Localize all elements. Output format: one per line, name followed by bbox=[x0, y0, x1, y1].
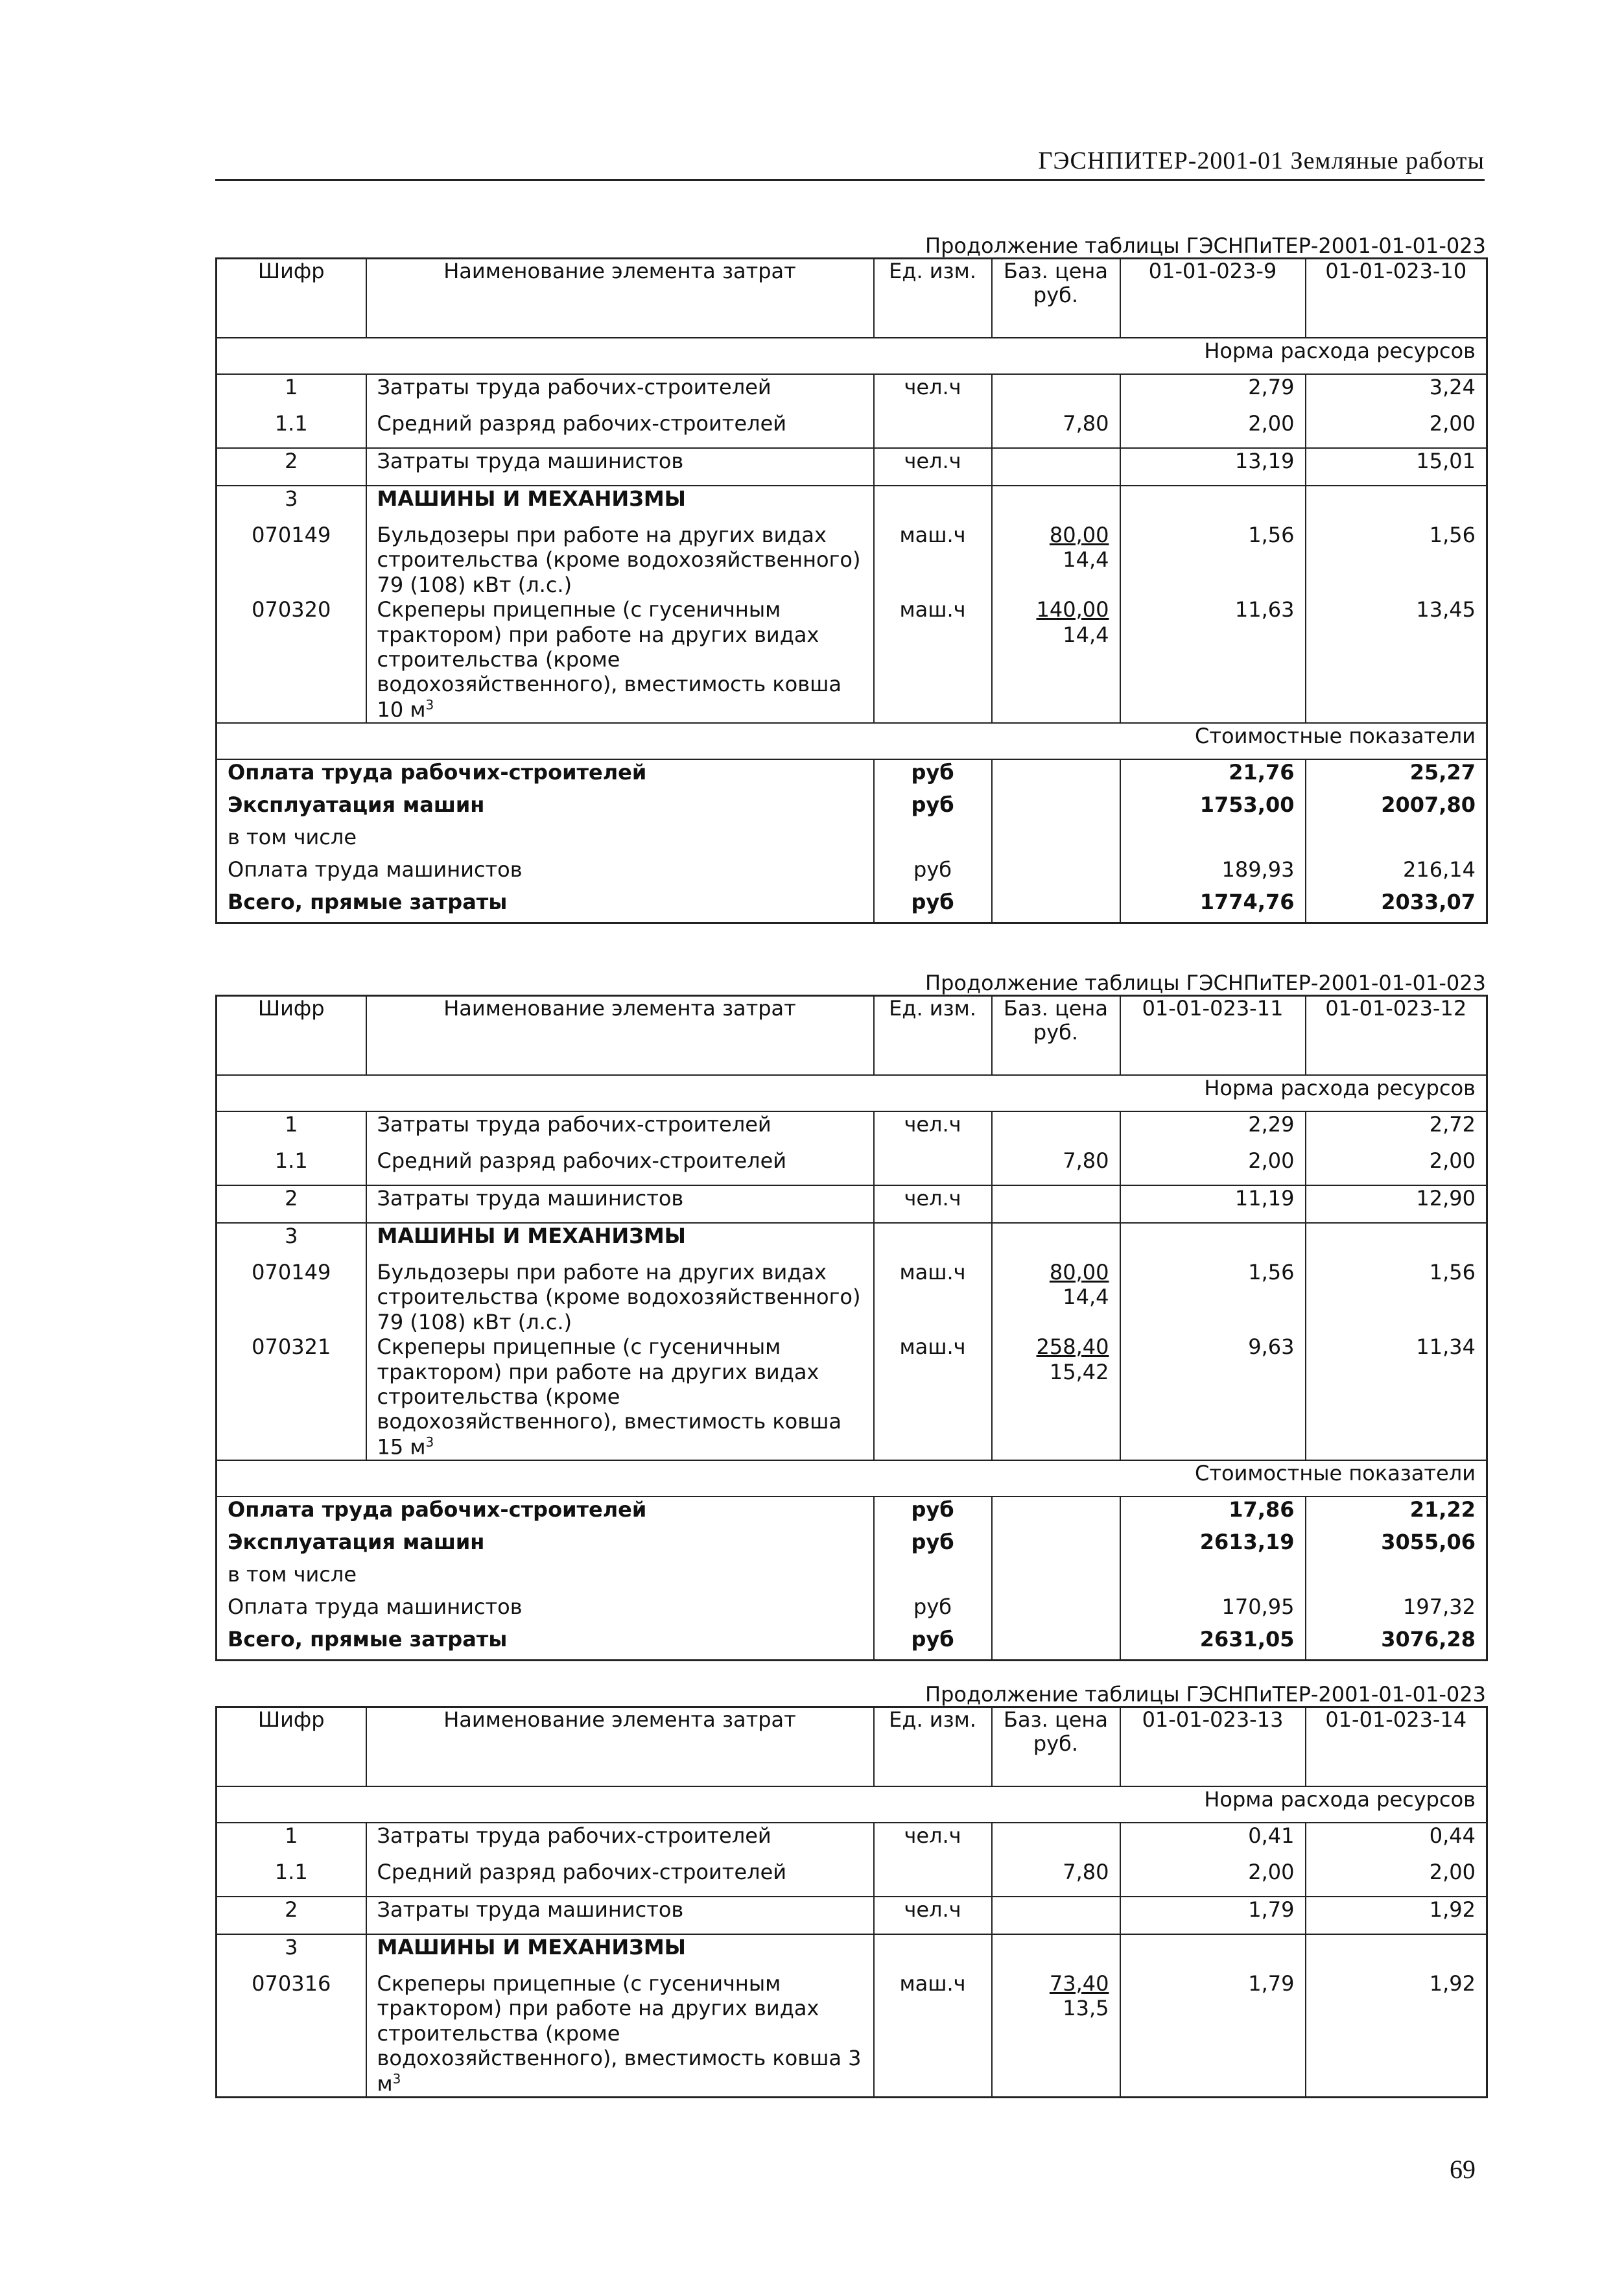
cost-value-a: 2613,19 bbox=[1120, 1530, 1306, 1562]
row-name: Затраты труда машинистов bbox=[366, 448, 874, 486]
row-value-a: 1,79 bbox=[1120, 1971, 1306, 2097]
table-caption: Продолжение таблицы ГЭСНПиТЕР-2001-01-01-023 bbox=[925, 971, 1486, 995]
row-value-b: 1,56 bbox=[1429, 1260, 1476, 1285]
cost-value-a: 21,76 bbox=[1120, 759, 1306, 792]
col-header-a: 01-01-023-11 bbox=[1120, 996, 1306, 1076]
row-value-b: 1,92 bbox=[1306, 1897, 1487, 1934]
row-unit: чел.ч bbox=[874, 448, 992, 486]
row-value-b: 2,00 bbox=[1429, 411, 1476, 436]
cost-unit: руб bbox=[874, 1627, 992, 1661]
section-title: МАШИНЫ И МЕХАНИЗМЫ bbox=[366, 1934, 874, 1971]
table-row bbox=[217, 1223, 1487, 1260]
price-bottom: 13,5 bbox=[1063, 1996, 1109, 2021]
row-value-b: 15,01 bbox=[1306, 448, 1487, 486]
table-row bbox=[217, 1111, 1487, 1148]
col-header-a: 01-01-023-13 bbox=[1120, 1707, 1306, 1787]
cost-label: Стоимостные показатели bbox=[217, 1460, 1487, 1497]
table-row bbox=[217, 523, 1487, 597]
row-value-b: 11,34 bbox=[1416, 1334, 1476, 1360]
empty-cell bbox=[1306, 486, 1487, 523]
col-header-price: Баз. цена руб. bbox=[992, 259, 1120, 338]
table-row bbox=[217, 374, 1487, 411]
col-header-code: Шифр bbox=[217, 259, 366, 338]
norm-label: Норма расхода ресурсов bbox=[217, 338, 1487, 374]
cost-value-b bbox=[1306, 825, 1487, 857]
section-row-norms bbox=[217, 338, 1487, 374]
col-header-code: Шифр bbox=[217, 996, 366, 1076]
empty-cell bbox=[874, 1223, 992, 1260]
row-code: 2 bbox=[217, 448, 366, 486]
row-code: 3 bbox=[217, 1934, 366, 1971]
row-name: Средний разряд рабочих-строителей bbox=[366, 411, 874, 448]
row-value-a: 1,56 bbox=[1120, 1260, 1306, 1334]
row-value-a: 2,00 bbox=[1120, 411, 1306, 448]
header-title: ГЭСНПИТЕР-2001-01 Земляные работы bbox=[1038, 147, 1485, 174]
cost-value-a bbox=[1120, 1562, 1306, 1594]
price-bottom: 14,4 bbox=[1063, 622, 1109, 647]
row-code: 2 bbox=[217, 1897, 366, 1934]
price-top: 140,00 bbox=[1036, 597, 1109, 622]
section-title: МАШИНЫ И МЕХАНИЗМЫ bbox=[366, 486, 874, 523]
row-code: 070321 bbox=[217, 1334, 366, 1460]
row-price bbox=[992, 1185, 1120, 1223]
section-row-norms bbox=[217, 1786, 1487, 1823]
row-name: Средний разряд рабочих-строителей bbox=[366, 1860, 874, 1897]
price-top: 80,00 bbox=[1049, 523, 1109, 547]
cost-label: Оплата труда машинистов bbox=[228, 1594, 523, 1619]
row-unit: чел.ч bbox=[874, 1185, 992, 1223]
table-header-row bbox=[217, 259, 1487, 338]
row-code: 3 bbox=[217, 1223, 366, 1260]
row-name: Затраты труда машинистов bbox=[366, 1185, 874, 1223]
row-price bbox=[992, 374, 1120, 411]
cost-unit: руб bbox=[874, 1594, 992, 1627]
row-price bbox=[992, 1823, 1120, 1860]
norm-label: Норма расхода ресурсов bbox=[217, 1075, 1487, 1111]
cost-value-b: 3055,06 bbox=[1381, 1529, 1476, 1554]
row-value-b: 1,56 bbox=[1429, 523, 1476, 547]
row-value-b: 3,24 bbox=[1306, 374, 1487, 411]
row-code: 1 bbox=[217, 1823, 366, 1860]
row-code: 070320 bbox=[217, 597, 366, 723]
row-unit: чел.ч bbox=[874, 374, 992, 411]
cost-value-b: 21,22 bbox=[1409, 1497, 1476, 1522]
row-code: 1.1 bbox=[217, 411, 366, 448]
cost-row bbox=[217, 1594, 1487, 1627]
row-unit: маш.ч bbox=[874, 597, 992, 723]
row-value-b: 2,00 bbox=[1429, 1148, 1476, 1173]
cost-value-a bbox=[1120, 825, 1306, 857]
cost-row bbox=[217, 792, 1487, 825]
table-row bbox=[217, 1934, 1487, 1971]
table-row bbox=[217, 1334, 1487, 1460]
table-caption: Продолжение таблицы ГЭСНПиТЕР-2001-01-01-023 bbox=[925, 233, 1486, 258]
row-code: 1 bbox=[217, 374, 366, 411]
row-price bbox=[992, 597, 1120, 723]
table-row bbox=[217, 1971, 1487, 2097]
cost-label: Всего, прямые затраты bbox=[228, 1626, 508, 1652]
cost-unit: руб bbox=[874, 1497, 992, 1530]
cube-superscript: 3 bbox=[392, 2070, 401, 2087]
empty-cell bbox=[992, 825, 1120, 857]
row-unit: маш.ч bbox=[874, 1260, 992, 1334]
cost-unit: руб bbox=[874, 759, 992, 792]
empty-cell bbox=[874, 486, 992, 523]
col-header-a: 01-01-023-9 bbox=[1120, 259, 1306, 338]
cost-label: Эксплуатация машин bbox=[228, 1529, 485, 1554]
row-name: Затраты труда машинистов bbox=[366, 1897, 874, 1934]
col-header-unit: Ед. изм. bbox=[874, 996, 992, 1076]
page-header bbox=[215, 147, 1485, 181]
cost-row bbox=[217, 1562, 1487, 1594]
row-value-b: 12,90 bbox=[1306, 1185, 1487, 1223]
table-row bbox=[217, 597, 1487, 723]
empty-cell bbox=[992, 890, 1120, 923]
row-price bbox=[992, 1334, 1120, 1460]
empty-cell bbox=[992, 759, 1120, 792]
empty-cell bbox=[1120, 1223, 1306, 1260]
cost-row bbox=[217, 825, 1487, 857]
row-value-a: 2,79 bbox=[1120, 374, 1306, 411]
cost-label: Оплата труда рабочих-строителей bbox=[228, 1497, 647, 1522]
row-unit: маш.ч bbox=[874, 1971, 992, 2097]
price-top: 258,40 bbox=[1036, 1334, 1109, 1360]
row-code: 070316 bbox=[217, 1971, 366, 2097]
row-unit: чел.ч bbox=[874, 1897, 992, 1934]
cost-row bbox=[217, 1497, 1487, 1530]
col-header-unit: Ед. изм. bbox=[874, 259, 992, 338]
cube-superscript: 3 bbox=[425, 696, 434, 713]
table-caption: Продолжение таблицы ГЭСНПиТЕР-2001-01-01-023 bbox=[925, 1682, 1486, 1707]
row-value-b: 2,00 bbox=[1429, 1860, 1476, 1884]
cost-label: Оплата труда машинистов bbox=[228, 857, 523, 882]
row-code: 070149 bbox=[217, 1260, 366, 1334]
empty-cell bbox=[992, 1223, 1120, 1260]
row-value-b: 2,72 bbox=[1306, 1111, 1487, 1148]
row-name: Затраты труда рабочих-строителей bbox=[366, 374, 874, 411]
col-header-name: Наименование элемента затрат bbox=[366, 259, 874, 338]
row-price: 7,80 bbox=[992, 411, 1120, 448]
table-row bbox=[217, 1260, 1487, 1334]
cost-label: Стоимостные показатели bbox=[217, 723, 1487, 759]
row-value-a: 13,19 bbox=[1120, 448, 1306, 486]
cost-label: в том числе bbox=[228, 824, 357, 849]
row-price: 7,80 bbox=[992, 1860, 1120, 1897]
row-value-a: 1,79 bbox=[1120, 1897, 1306, 1934]
row-value-a: 2,29 bbox=[1120, 1111, 1306, 1148]
cost-unit: руб bbox=[874, 1530, 992, 1562]
col-header-price: Баз. цена руб. bbox=[992, 996, 1120, 1076]
cost-row bbox=[217, 759, 1487, 792]
col-header-name: Наименование элемента затрат bbox=[366, 996, 874, 1076]
page-number: 69 bbox=[1450, 2155, 1476, 2184]
row-code: 2 bbox=[217, 1185, 366, 1223]
col-header-b: 01-01-023-14 bbox=[1306, 1707, 1487, 1787]
price-top: 80,00 bbox=[1049, 1260, 1109, 1285]
empty-cell bbox=[992, 1627, 1120, 1661]
row-name: Затраты труда рабочих-строителей bbox=[366, 1111, 874, 1148]
col-header-price: Баз. цена руб. bbox=[992, 1707, 1120, 1787]
row-unit bbox=[874, 1148, 992, 1185]
table-row bbox=[217, 1185, 1487, 1223]
row-name: Бульдозеры при работе на других видах строительства (кроме водохозяйственного) 79 (108) кВт (л.с.) bbox=[366, 523, 874, 597]
empty-cell bbox=[992, 1497, 1120, 1530]
row-name-text: Скреперы прицепные (с гусеничным трактором) при работе на других видах строительства (кроме водохозяйственного), вместимость ковша 10 м bbox=[377, 597, 841, 722]
row-price: 7,80 bbox=[992, 1148, 1120, 1185]
row-code: 3 bbox=[217, 486, 366, 523]
row-value-a: 9,63 bbox=[1120, 1334, 1306, 1460]
section-title: МАШИНЫ И МЕХАНИЗМЫ bbox=[366, 1223, 874, 1260]
row-price bbox=[992, 1971, 1120, 2097]
cost-value-a: 17,86 bbox=[1120, 1497, 1306, 1530]
col-header-b: 01-01-023-10 bbox=[1306, 259, 1487, 338]
price-top: 73,40 bbox=[1049, 1971, 1109, 1996]
row-price bbox=[992, 1260, 1120, 1334]
empty-cell bbox=[874, 1934, 992, 1971]
cost-row bbox=[217, 1627, 1487, 1661]
row-price bbox=[992, 448, 1120, 486]
row-value-b: 1,92 bbox=[1429, 1971, 1476, 1996]
row-name: Затраты труда рабочих-строителей bbox=[366, 1823, 874, 1860]
norm-label: Норма расхода ресурсов bbox=[217, 1786, 1487, 1823]
col-header-unit: Ед. изм. bbox=[874, 1707, 992, 1787]
cost-value-b: 2007,80 bbox=[1381, 792, 1476, 817]
cost-label: в том числе bbox=[228, 1561, 357, 1587]
row-value-b: 13,45 bbox=[1416, 597, 1476, 622]
section-row-norms bbox=[217, 1075, 1487, 1111]
section-row-costs bbox=[217, 1460, 1487, 1497]
table-row bbox=[217, 486, 1487, 523]
row-unit bbox=[874, 1860, 992, 1897]
cost-value-b bbox=[1306, 1562, 1487, 1594]
empty-cell bbox=[1120, 486, 1306, 523]
cost-value-b: 25,27 bbox=[1409, 759, 1476, 785]
row-unit bbox=[874, 411, 992, 448]
table-row bbox=[217, 1897, 1487, 1934]
empty-cell bbox=[992, 486, 1120, 523]
section-row-costs bbox=[217, 723, 1487, 759]
row-unit: маш.ч bbox=[874, 1334, 992, 1460]
cost-value-a: 1774,76 bbox=[1120, 890, 1306, 923]
resource-table-3 bbox=[215, 1706, 1488, 2098]
empty-cell bbox=[992, 1934, 1120, 1971]
empty-cell bbox=[992, 1562, 1120, 1594]
cube-superscript: 3 bbox=[425, 1434, 434, 1450]
cost-row bbox=[217, 890, 1487, 923]
empty-cell bbox=[992, 1594, 1120, 1627]
row-value-a: 1,56 bbox=[1120, 523, 1306, 597]
cost-value-a: 2631,05 bbox=[1120, 1627, 1306, 1661]
cost-unit: руб bbox=[874, 792, 992, 825]
row-value-a: 2,00 bbox=[1120, 1860, 1306, 1897]
row-value-b: 0,44 bbox=[1306, 1823, 1487, 1860]
cost-row bbox=[217, 857, 1487, 890]
cost-value-b: 197,32 bbox=[1403, 1594, 1476, 1619]
row-unit: чел.ч bbox=[874, 1111, 992, 1148]
row-name bbox=[366, 1971, 874, 2097]
empty-cell bbox=[992, 857, 1120, 890]
row-value-a: 2,00 bbox=[1120, 1148, 1306, 1185]
cost-value-a: 1753,00 bbox=[1120, 792, 1306, 825]
cost-unit: руб bbox=[874, 857, 992, 890]
row-unit: маш.ч bbox=[874, 523, 992, 597]
cost-unit: руб bbox=[874, 890, 992, 923]
row-value-a: 11,19 bbox=[1120, 1185, 1306, 1223]
table-row bbox=[217, 1860, 1487, 1897]
row-code: 070149 bbox=[217, 523, 366, 597]
row-price bbox=[992, 1897, 1120, 1934]
row-code: 1.1 bbox=[217, 1148, 366, 1185]
row-name bbox=[366, 1334, 874, 1460]
cost-value-a: 189,93 bbox=[1120, 857, 1306, 890]
row-name bbox=[366, 597, 874, 723]
empty-cell bbox=[992, 792, 1120, 825]
table-row bbox=[217, 448, 1487, 486]
table-row bbox=[217, 1148, 1487, 1185]
row-price bbox=[992, 523, 1120, 597]
row-price bbox=[992, 1111, 1120, 1148]
cost-unit bbox=[874, 1562, 992, 1594]
cost-value-a: 170,95 bbox=[1120, 1594, 1306, 1627]
col-header-code: Шифр bbox=[217, 1707, 366, 1787]
table-row bbox=[217, 1823, 1487, 1860]
price-bottom: 15,42 bbox=[1049, 1359, 1109, 1384]
col-header-name: Наименование элемента затрат bbox=[366, 1707, 874, 1787]
row-value-a: 0,41 bbox=[1120, 1823, 1306, 1860]
row-name: Бульдозеры при работе на других видах строительства (кроме водохозяйственного) 79 (108) кВт (л.с.) bbox=[366, 1260, 874, 1334]
col-header-b: 01-01-023-12 bbox=[1306, 996, 1487, 1076]
cost-unit bbox=[874, 825, 992, 857]
row-unit: чел.ч bbox=[874, 1823, 992, 1860]
resource-table-1 bbox=[215, 257, 1488, 924]
cost-label: Всего, прямые затраты bbox=[228, 889, 508, 914]
resource-table-2 bbox=[215, 995, 1488, 1661]
row-code: 1 bbox=[217, 1111, 366, 1148]
price-bottom: 14,4 bbox=[1063, 1285, 1109, 1310]
table-header-row bbox=[217, 1707, 1487, 1787]
empty-cell bbox=[1306, 1934, 1487, 1971]
empty-cell bbox=[992, 1530, 1120, 1562]
table-header-row bbox=[217, 996, 1487, 1076]
row-name-text: Скреперы прицепные (с гусеничным трактором) при работе на других видах строительства (кроме водохозяйственного), вместимость ковша 15 м bbox=[377, 1334, 841, 1460]
table-row bbox=[217, 411, 1487, 448]
row-code: 1.1 bbox=[217, 1860, 366, 1897]
empty-cell bbox=[1306, 1223, 1487, 1260]
price-bottom: 14,4 bbox=[1063, 547, 1109, 573]
row-name: Средний разряд рабочих-строителей bbox=[366, 1148, 874, 1185]
cost-label: Оплата труда рабочих-строителей bbox=[228, 759, 647, 785]
row-value-a: 11,63 bbox=[1120, 597, 1306, 723]
cost-value-b: 2033,07 bbox=[1381, 889, 1476, 914]
cost-label: Эксплуатация машин bbox=[228, 792, 485, 817]
cost-value-b: 3076,28 bbox=[1381, 1626, 1476, 1652]
row-name-text: Скреперы прицепные (с гусеничным трактором) при работе на других видах строительства (кроме водохозяйственного), вместимость ковша 3 м bbox=[377, 1971, 862, 2096]
cost-value-b: 216,14 bbox=[1403, 857, 1476, 882]
cost-row bbox=[217, 1530, 1487, 1562]
empty-cell bbox=[1120, 1934, 1306, 1971]
